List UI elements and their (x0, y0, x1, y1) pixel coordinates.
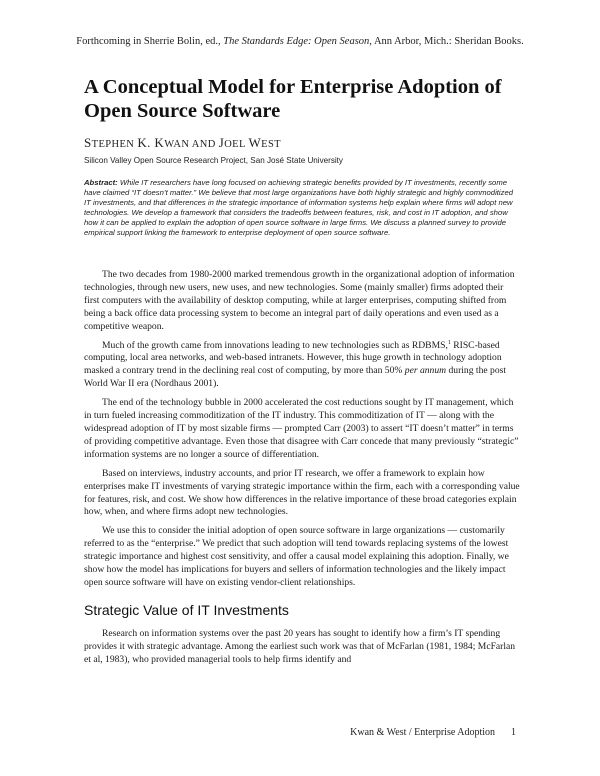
author1-last: WAN AND (164, 139, 219, 150)
abstract-text: While IT researchers have long focused on achieving strategic benefits provided by IT investments, recently some have claimed “IT doesn’t matter.” We believe that most large organizations have both highly strategic and highly commoditized IT investments, and that differences in the strategic importance of information systems help explain where firms will adopt new technologies. We develop a framework that considers the tradeoffs between features, risk, and cost in IT adoption, and show how it can be applied to explain the adoption of open source software in large firms. We discuss a planned survey to provide empirical support linking the framework to enterprise deployment of open source software. (84, 178, 514, 238)
paragraph-1: The two decades from 1980-2000 marked tremendous growth in the organizational adoption of information technologies, through new users, new uses, and new technologies. Some (mainly smaller) firms adopted their first computers with the availability of desktop computing, while at larger enterprises, computing shifted from being a back office data processing system to become an integral part of daily operations and even used as a competitive weapon. (84, 269, 515, 332)
paragraph-2-italic: per annum (404, 365, 447, 377)
footnote-marker: 1 (447, 339, 451, 346)
header-suffix: , Ann Arbor, Mich.: Sheridan Books. (369, 36, 524, 47)
author-line (84, 135, 281, 151)
author1-initial: S (84, 135, 92, 150)
paper-title: A Conceptual Model for Enterprise Adoption of Open Source Software (84, 76, 502, 122)
paragraph-2-part-a: Much of the growth came from innovations leading to new technologies such as RDBMS, (102, 339, 448, 351)
section-heading: Strategic Value of IT Investments (84, 601, 289, 618)
paragraph-2-part-b: RISC-based computing, local area networks, and web-based intranets. However, this huge growth in technology adoption masked a contrary trend in the declining real cost of computing, by more than 50% (84, 339, 502, 377)
body-text (84, 269, 520, 673)
author2-last-initial: W (248, 135, 262, 150)
running-title: Kwan & West / Enterprise Adoption (350, 727, 495, 738)
page-footer (350, 727, 516, 738)
author2-initial: J (218, 135, 225, 150)
header-book-title: The Standards Edge: Open Season (223, 36, 370, 47)
abstract-label: Abstract: (84, 178, 118, 187)
paragraph-3: The end of the technology bubble in 2000 accelerated the cost reductions sought by IT management, which in turn fueled increasing commoditization of the IT industry. This commoditization of IT — along with the widespread adoption of IT by most sizable firms — prompted Carr (2003) to assert “IT doesn’t matter” in terms of providing competitive advantage. Even those that disagree with Carr concede that many previously “strategic” information systems are no longer a source of differentiation. (84, 397, 519, 460)
page-number: 1 (511, 727, 516, 738)
author2-last: EST (261, 139, 281, 150)
paragraph-6: Research on information systems over the past 20 years has sought to identify how a firm’s IT spending provides it with strategic advantage. Among the earliest such work was that of McFarlan (1981, 1984; McFarlan et al, 1983), who provided managerial tools to help firms identify and (84, 627, 516, 665)
running-header (0, 36, 600, 47)
paragraph-4: Based on interviews, industry accounts, and prior IT research, we offer a framework to explain how enterprises make IT investments of varying strategic importance within the firm, each with a corresponding value for features, risk, and cost. We show how differences in the relative importance of these broad categories explain how, when, and where firms adopt new technologies. (84, 467, 520, 518)
header-prefix: Forthcoming in Sherrie Bolin, ed., (76, 36, 224, 47)
author1-mid: K. K (137, 135, 165, 150)
author2-mid: OEL (224, 139, 249, 150)
affiliation: Silicon Valley Open Source Research Project, San José State University (84, 156, 343, 165)
author1-rest: TEPHEN (91, 139, 138, 150)
paragraph-5: We use this to consider the initial adoption of open source software in large organizations — customarily referred to as the “enterprise.” We predict that such adoption will tend towards replacing systems of the lowest strategic importance and highest cost sensitivity, and offer a causal model explaining this adoption. Finally, we show how the model has implications for buyers and sellers of information technologies and the likely impact open source software will have on existing vendor-client relationships. (84, 525, 509, 588)
abstract (84, 178, 520, 239)
paragraph-2 (84, 340, 520, 392)
paragraph-2-part-c: during the post World War II era (Nordhaus 2001). (84, 365, 507, 390)
